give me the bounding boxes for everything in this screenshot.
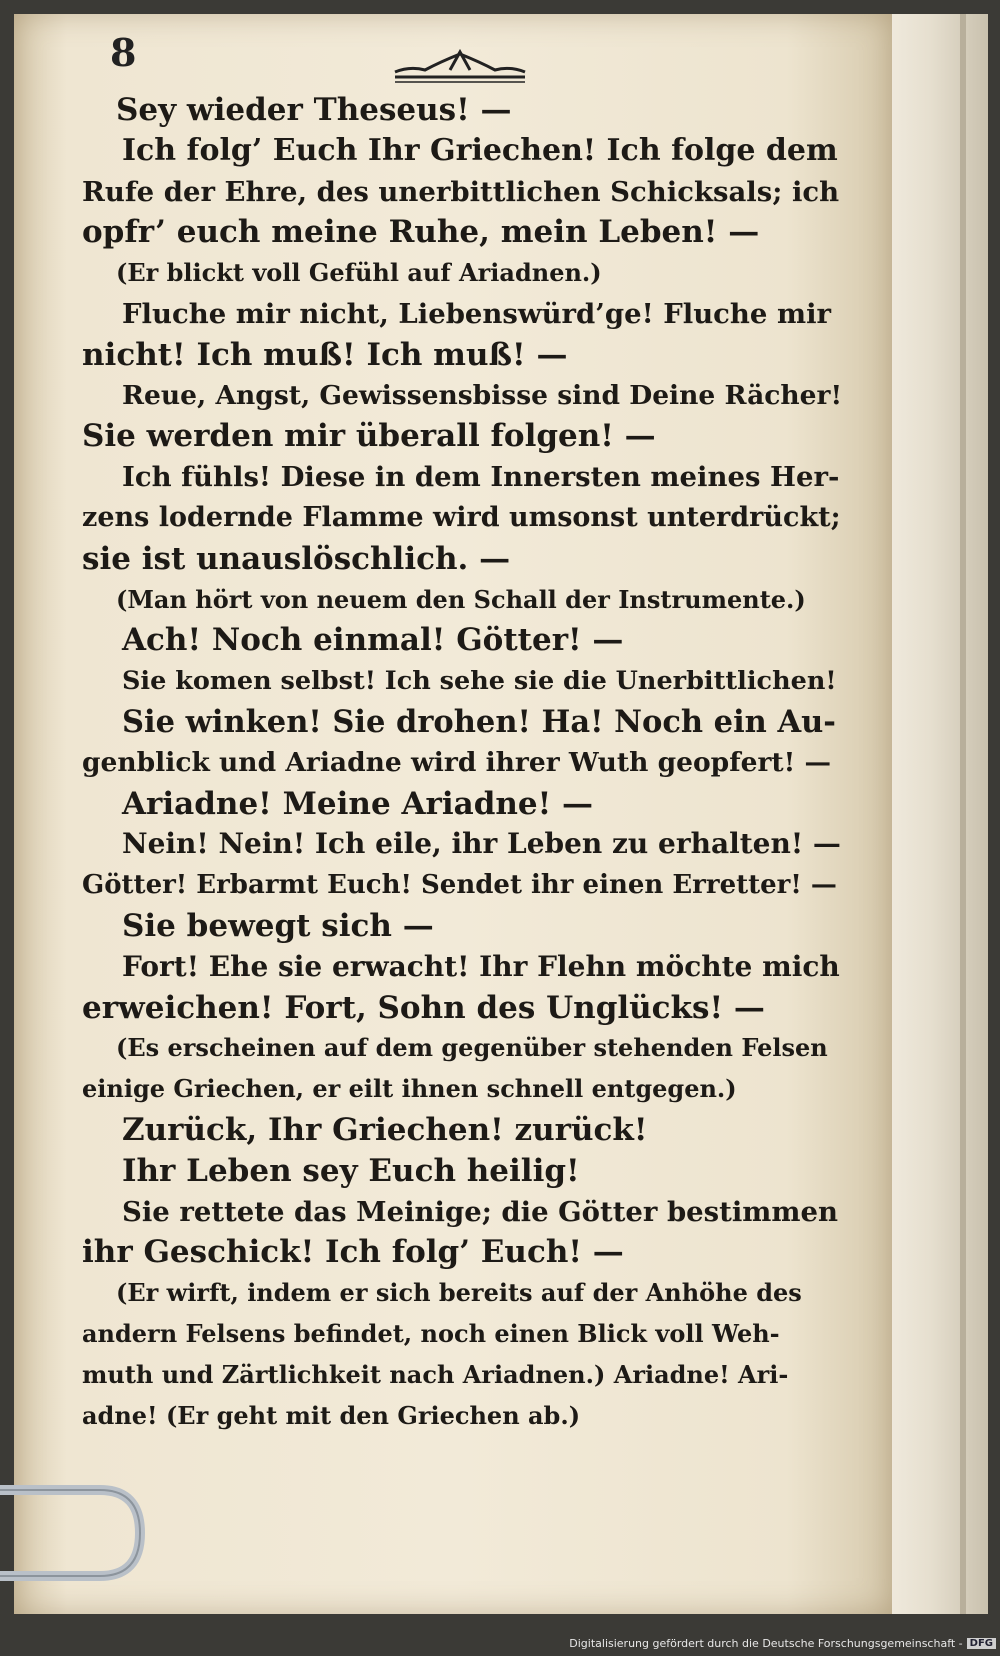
stage-direction-line: einige Griechen, er eilt ihnen schnell entgegen.): [82, 1074, 737, 1104]
text-line: zens lodernde Flamme wird umsonst unterdrückt;: [82, 501, 841, 533]
text-line: sie ist unauslöschlich. —: [82, 540, 511, 577]
text-line: Sie komen selbst! Ich sehe sie die Unerbittlichen!: [122, 666, 837, 697]
stage-direction-line: andern Felsens befindet, noch einen Blick voll Weh-: [82, 1318, 780, 1348]
stage-direction-line: (Er blickt voll Gefühl auf Ariadnen.): [116, 258, 602, 288]
text-line: Ach! Noch einmal! Götter! —: [122, 622, 624, 659]
text-line: Götter! Erbarmt Euch! Sendet ihr einen Erretter! —: [82, 870, 837, 901]
text-line: Ihr Leben sey Euch heilig!: [122, 1152, 580, 1189]
spine-edge: [960, 14, 966, 1614]
stage-direction-line: (Man hört von neuem den Schall der Instrumente.): [116, 584, 806, 614]
text-line: ihr Geschick! Ich folg’ Euch! —: [82, 1234, 624, 1271]
text-line: genblick und Ariadne wird ihrer Wuth geopfert! —: [82, 746, 832, 778]
stage-direction-line: adne! (Er geht mit den Griechen ab.): [82, 1400, 581, 1430]
text-line: erweichen! Fort, Sohn des Unglücks! —: [82, 989, 765, 1026]
text-line: Ariadne! Meine Ariadne! —: [122, 785, 594, 822]
text-line: Fluche mir nicht, Liebenswürd’ge! Fluche mir: [122, 297, 832, 330]
text-line: Sey wieder Theseus! —: [116, 92, 512, 128]
stage-direction-line: (Es erscheinen auf dem gegenüber stehenden Felsen: [116, 1033, 828, 1063]
stage-direction-line: (Er wirft, indem er sich bereits auf der Anhöhe des: [116, 1278, 802, 1308]
stage-direction-line: muth und Zärtlichkeit nach Ariadnen.) Ariadne! Ari-: [82, 1359, 789, 1389]
text-line: Reue, Angst, Gewissensbisse sind Deine Rächer!: [122, 379, 843, 411]
body-text: [82, 90, 842, 1436]
text-line: Zurück, Ihr Griechen! zurück!: [122, 1111, 648, 1148]
text-line: Sie rettete das Meinige; die Götter bestimmen: [122, 1195, 838, 1228]
text-line: Sie werden mir überall folgen! —: [82, 418, 656, 455]
page-number: 8: [110, 30, 137, 75]
book-spine: [892, 14, 988, 1614]
paper-clip: [0, 1478, 160, 1588]
text-line: Rufe der Ehre, des unerbittlichen Schicksals; ich: [82, 175, 840, 208]
text-line: Sie bewegt sich —: [122, 907, 434, 944]
text-line: Ich fühls! Diese in dem Innersten meines Her-: [122, 461, 840, 494]
text-line: Sie winken! Sie drohen! Ha! Noch ein Au-: [122, 703, 836, 740]
text-line: Ich folg’ Euch Ihr Griechen! Ich folge dem: [122, 132, 838, 168]
text-line: opfr’ euch meine Ruhe, mein Leben! —: [82, 214, 760, 251]
page-header: [110, 30, 870, 90]
digitization-credit: [569, 1637, 996, 1650]
credit-text: Digitalisierung gefördert durch die Deutsche Forschungsgemeinschaft -: [569, 1637, 963, 1650]
text-line: Fort! Ehe sie erwacht! Ihr Flehn möchte mich: [122, 949, 840, 983]
text-line: nicht! Ich muß! Ich muß! —: [82, 336, 568, 373]
text-line: Nein! Nein! Ich eile, ihr Leben zu erhalten! —: [122, 827, 841, 861]
dfg-logo: DFG: [967, 1638, 996, 1649]
header-ornament: [390, 44, 530, 84]
